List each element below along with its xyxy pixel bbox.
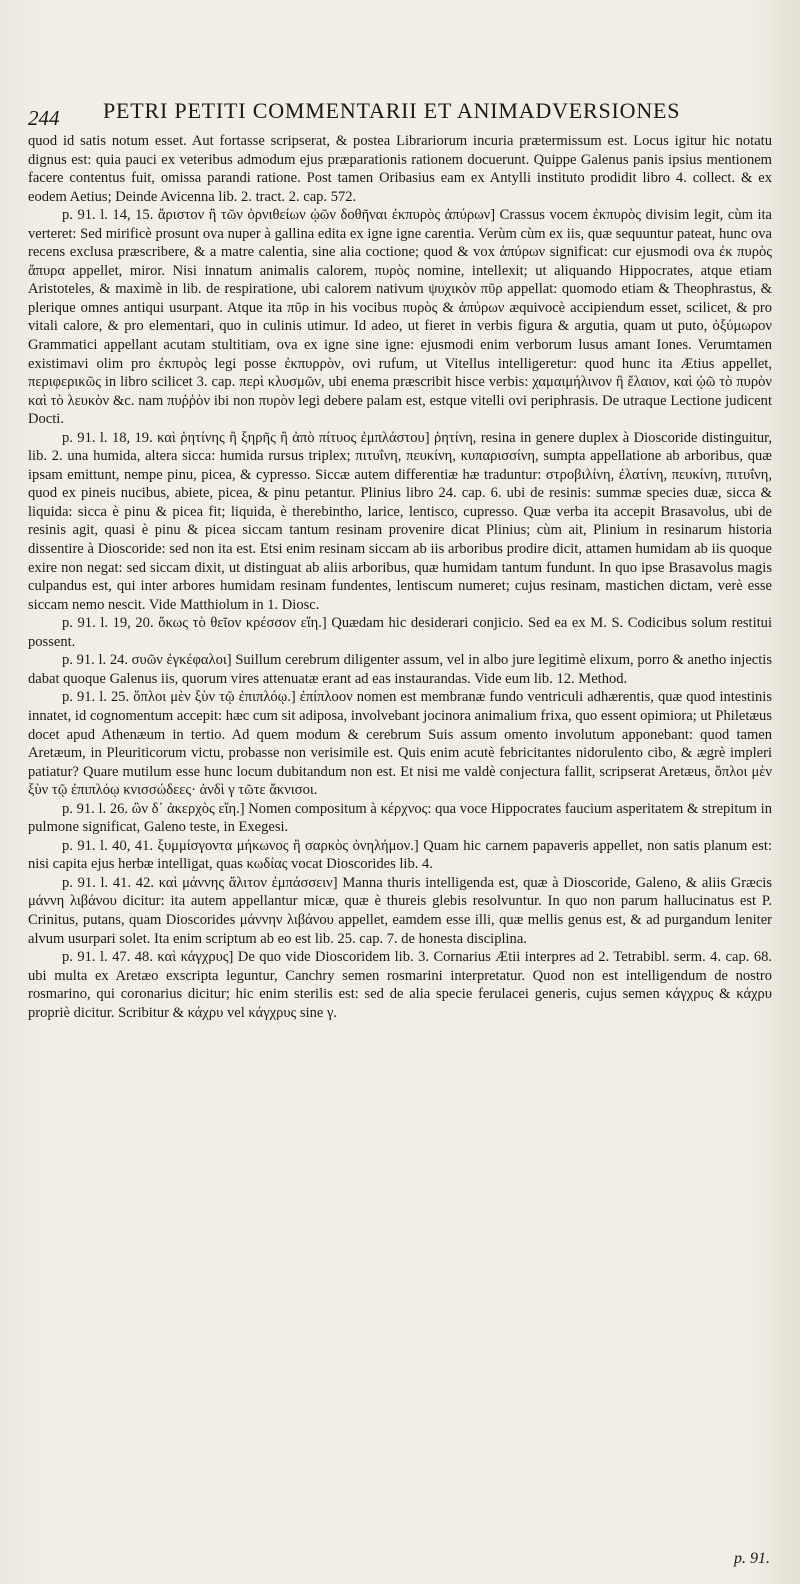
page-number: 244 [28, 106, 60, 130]
paragraph-intro: quod id satis notum esset. Aut fortasse scripserat, & postea Librariorum incuria prætermissum est. Locus igitur hic notatu dignus est: quia pauci ex veteribus admodum ejus præparationis rationem docuerunt. Quippe Galenus panis ipsius mentionem facere contentus fuit, omissa parandi ratione. Post tamen Oribasius eam ex Antylli instituto prodidit libro 4. collect. & ex eodem Aetius; Deinde Avicenna lib. 2. tract. 2. cap. 572. [28, 133, 772, 205]
running-title: PETRI PETITI COMMENTARII ET ANIMADVERSIONES [103, 98, 681, 123]
paragraph-note-l26: p. 91. l. 26. ὢν δ᾽ ἀκερχὸς εἴη.] Nomen compositum à κέρχνος: qua voce Hippocrates faucium asperitatem & strepitum in pulmone significat, Galeno teste, in Exegesi. [28, 800, 772, 836]
paragraph-note-l24: p. 91. l. 24. συῶν ἐγκέφαλοι] Suillum cerebrum diligenter assum, vel in albo jure legitimè elixum, porro & anetho injectis dabat quoque Galenus iis, quorum vires attenuatæ erant ad eas instaurandas. Vide eum lib. 12. Method. [28, 652, 772, 687]
paragraph-note-l18: p. 91. l. 18, 19. καὶ ῥητίνης ἢ ξηρῆς ἢ ἀπὸ πίτυος ἐμπλάστου] ῥητίνη, resina in genere duplex à Dioscoride distinguitur, lib. 2. una humida, altera sicca: humida rursus triplex; πιτυΐνη, πευκίνη, κυπαρισσίνη, sumpta appellatione ab arboribus, quæ ipsam emittunt, nempe pinu, picea, & cypresso. Siccæ autem differentiæ hæ traduntur: στροβιλίνη, ἐλατίνη, πευκίνη, πιτυΐνη, quod ex pineis nucibus, abiete, picea, & pinu petantur. Plinius libro 24. cap. 6. ubi de resinis: summæ species duæ, sicca & liquida: sicca è pinu & picea fit; liquida, è therebintho, larice, lentisco, cupresso. Quæ verba ita accepit Brasavolus, ubi de resinis agit, quasi è pinu & picea siccam tantum resinam provenire dicat Plinius; cùm ait, Plinium in resinarum historia dissentire à Dioscoride: sed non ita est. Etsi enim resinam siccam ab iis arboribus prodire dicit, attamen humidam ab iis quoque exire non negat: sed siccam dixit, ut distinguat ab aliis arboribus, quæ humidam tantum fundunt. In quo ipse Brasavolus magis culpandus est, qui inter arbores humidam resinam fundentes, lentiscum numeret; cujus resinam, mastichen dictam, verè esse siccam nemo nescit. Vide Matthiolum in 1. Diosc. [28, 429, 772, 613]
paragraph-note-l41: p. 91. l. 41. 42. καὶ μάννης ἄλιτον ἐμπάσσειν] Manna thuris intelligenda est, quæ à Dioscoride, Galeno, & aliis Græcis μάννη λιβάνου dicitur: ita autem appellantur micæ, quæ è thureis glebis resolvuntur. In quo non parum hallucinatus est P. Crinitus, putans, quam Dioscorides μάννην λιβάνου appellet, eamdem esse illi, quæ mellis genus est, & ad purgandum leniter alvum usurpari solet. Ita enim scriptum ab eo est lib. 25. cap. 7. de honesta disciplina. [28, 874, 772, 947]
paragraph-note-l40: p. 91. l. 40, 41. ξυμμίσγοντα μήκωνος ἢ σαρκὸς ὀνηλήμον.] Quam hic carnem papaveris appellet, non satis planum est: nisi capita ejus herbæ intelligat, quas κωδίας vocat Dioscorides lib. 4. [28, 837, 772, 873]
paragraph-note-l19: p. 91. l. 19, 20. ὅκως τὸ θεῖον κρέσσον εἴη.] Quædam hic desiderari conjicio. Sed ea ex M. S. Codicibus solum restitui possent. [28, 615, 772, 650]
page-header [28, 92, 772, 132]
paragraph-note-l47: p. 91. l. 47. 48. καὶ κάγχρυς] De quo vide Dioscoridem lib. 3. Cornarius Ætii interpres ad 2. Tetrabibl. serm. 4. cap. 68. ubi multa ex Aretæo exscripta leguntur, Canchry semen rosmarini interpretatur. Quod non est intelligendum de nostro rosmarino, qui coronarius dicitur; hic enim sterilis est: sed de alia specie ferulacei generis, cujus semen κάγχρυς & κάχρυ propriè dicitur. Scribitur & κάχρυ vel κάγχρυς sine γ. [28, 949, 772, 1021]
paragraph-note-l14: p. 91. l. 14, 15. ἄριστον ἢ τῶν ὀρνιθείων ᾠῶν δοθῆναι ἐκπυρὸς ἀπύρων] Crassus vocem ἐκπυρὸς divisim legit, cùm ita verteret: Sed mirificè prosunt ova nuper à gallina edita ex igne igne carentia. Verùm cùm ex iis, quæ sequuntur pateat, hunc ova recens exclusa præscribere, & a matre calentia, sine alia coctione; quod & vox ἀπύρων significat: cur ejusmodi ova ἐκ πυρὸς ἄπυρα appellet, miror. Nisi innatum animalis calorem, πυρὸς nomine, intellexit; ut aliquando Hippocrates, atque etiam Aristoteles, & maximè in lib. de respiratione, ubi calorem nativum ψυχικὸν πῦρ appellat: quomodo etiam & Theophrastus, & plerique omnes antiqui usurpant. Atque ita πῦρ in his vocibus πυρὸς & ἀπύρων æquivocè accipiendum esset, scilicet, & pro vitali calore, & pro elementari, quo in culinis utimur. Id adeo, ut fieret in verbis figura & argutia, quam ut puto, ὀξύμωρον Grammatici appellant acutam stultitiam, ova ex igne sine igne: ejusmodi enim verborum lusus amant Iones. Verumtamen existimavi olim pro ἐκπυρὸς legi posse ἐκπυρρὸν, ovi rufum, ut Vitellus intelligeretur: quod hunc ita Ætius appellet, περιφερικῶς in libro scilicet 3. cap. περὶ κλυσμῶν, ubi enema præscribit hisce verbis: χαμαιμήλινον ἢ ἔλαιον, καὶ ᾠῶ τὸ πυρὸν καὶ τὸ λευκὸν &c. nam πυῤῥὸν ibi non πυρὸν legi debere palam est, estque vitelli ovi periphrasis. De utraque Lectione judicent Docti. [28, 207, 772, 428]
catchword: p. 91. [734, 1550, 770, 1567]
paragraph-note-l25: p. 91. l. 25. ὅπλοι μὲν ξὺν τῷ ἐπιπλόῳ.] ἐπίπλοον nomen est membranæ fundo ventriculi adhærentis, quæ quod intestinis innatet, id cognomentum accepit: hæc cum sit adiposa, involvebant jocinora animalium frixa, quo essent opimiora; ut Philetæus docet apud Athenæum in tertio. Ad quem modum & cerebrum Suis assum omento involutum apponebant: quod tamen Aretæum, in Pleuriticorum victu, probasse non verisimile est. Quis enim acutè febricitantes nidorulento cibo, & ægrè impleri patiatur? Quare mutilum esse hunc locum dubitandum non est. Et nisi me valdè conjectura fallit, scripserat Aretæus, ὅπλοι μὲν ξὺν τῷ ἐπιπλόῳ κνισσώδεες· ἀνδὶ γ τῶτε ἄκνισοι. [28, 689, 772, 799]
body-text [28, 132, 772, 1022]
